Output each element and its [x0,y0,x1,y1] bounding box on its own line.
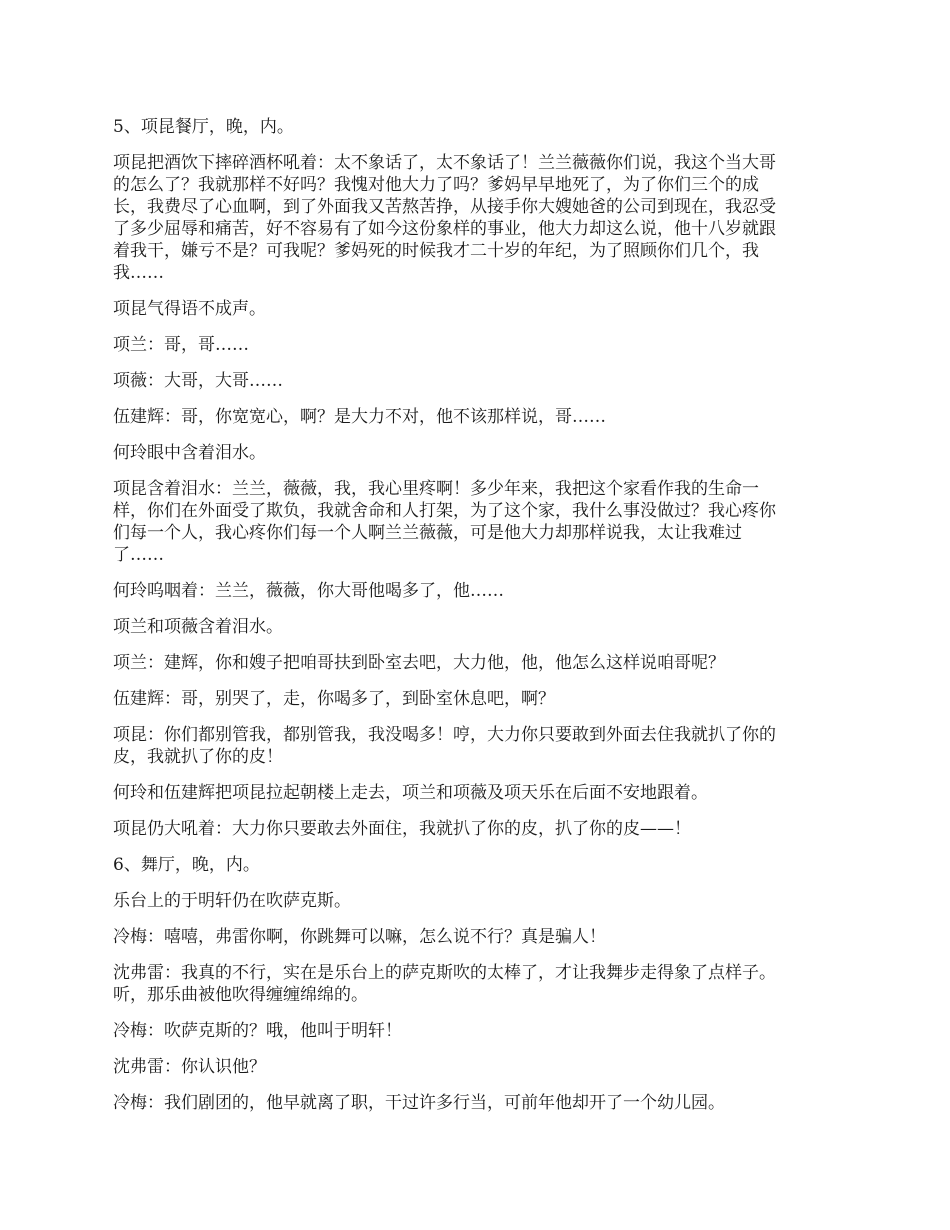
paragraph: 项昆：你们都别管我，都别管我，我没喝多！哼，大力你只要敢到外面去住我就扒了你的 皮，我就扒了你的皮！ [113,725,776,767]
paragraph: 项昆把酒饮下摔碎酒杯吼着：太不象话了，太不象话了！兰兰薇薇你们说，我这个当大哥 的怎么了？我就那样不好吗？我愧对他大力了吗？爹妈早早地死了，为了你们三个的成 长，我费尽了心血啊，到了外面我又苦熬苦挣，从接手你大嫂她爸的公司到现在，我忍受 了多少屈辱和痛苦，好不容易有了如今这份象样的事业，他大力却这么说，他十八岁就跟 着我干，嫌亏不是？可我呢？爹妈死的时候我才二十岁的年纪，为了照顾你们几个，我 我…… [113,153,776,283]
paragraph: 项兰和项薇含着泪水。 [113,617,283,637]
paragraph: 沈弗雷：你认识他？ [113,1057,266,1077]
paragraph: 冷梅：嘻嘻，弗雷你啊，你跳舞可以嘛，怎么说不行？真是骗人！ [113,927,606,947]
paragraph: 项薇：大哥，大哥…… [113,371,283,391]
paragraph: 伍建辉：哥，别哭了，走，你喝多了，到卧室休息吧，啊？ [113,689,555,709]
paragraph: 项昆仍大吼着：大力你只要敢去外面住，我就扒了你的皮，扒了你的皮——！ [113,819,691,839]
paragraph: 项兰：哥，哥…… [113,335,249,355]
paragraph: 乐台上的于明轩仍在吹萨克斯。 [113,891,351,911]
paragraph: 项昆气得语不成声。 [113,299,266,319]
paragraph: 沈弗雷：我真的不行，实在是乐台上的萨克斯吹的太棒了，才让我舞步走得象了点样子。 听，那乐曲被他吹得缠缠绵绵的。 [113,963,776,1005]
scene-heading: 5、项昆餐厅，晚，内。 [113,117,294,137]
paragraph: 何玲眼中含着泪水。 [113,443,266,463]
paragraph: 项兰：建辉，你和嫂子把咱哥扶到卧室去吧，大力他，他，他怎么这样说咱哥呢？ [113,653,725,673]
paragraph: 何玲和伍建辉把项昆拉起朝楼上走去，项兰和项薇及项天乐在后面不安地跟着。 [113,783,708,803]
paragraph: 何玲呜咽着：兰兰，薇薇，你大哥他喝多了，他…… [113,581,504,601]
paragraph: 项昆含着泪水：兰兰，薇薇，我，我心里疼啊！多少年来，我把这个家看作我的生命一 样，你们在外面受了欺负，我就舍命和人打架，为了这个家，我什么事没做过？我心疼你 们每一个人，我心疼你们每一个人啊兰兰薇薇，可是他大力却那样说我，太让我难过 了…… [113,479,776,565]
paragraph: 冷梅：我们剧团的，他早就离了职，干过许多行当，可前年他却开了一个幼儿园。 [113,1093,725,1113]
scene-heading: 6、舞厅，晚，内。 [113,855,260,875]
paragraph: 伍建辉：哥，你宽宽心，啊？是大力不对，他不该那样说，哥…… [113,407,606,427]
paragraph: 冷梅：吹萨克斯的？哦，他叫于明轩！ [113,1021,402,1041]
script-text [113,116,837,1114]
